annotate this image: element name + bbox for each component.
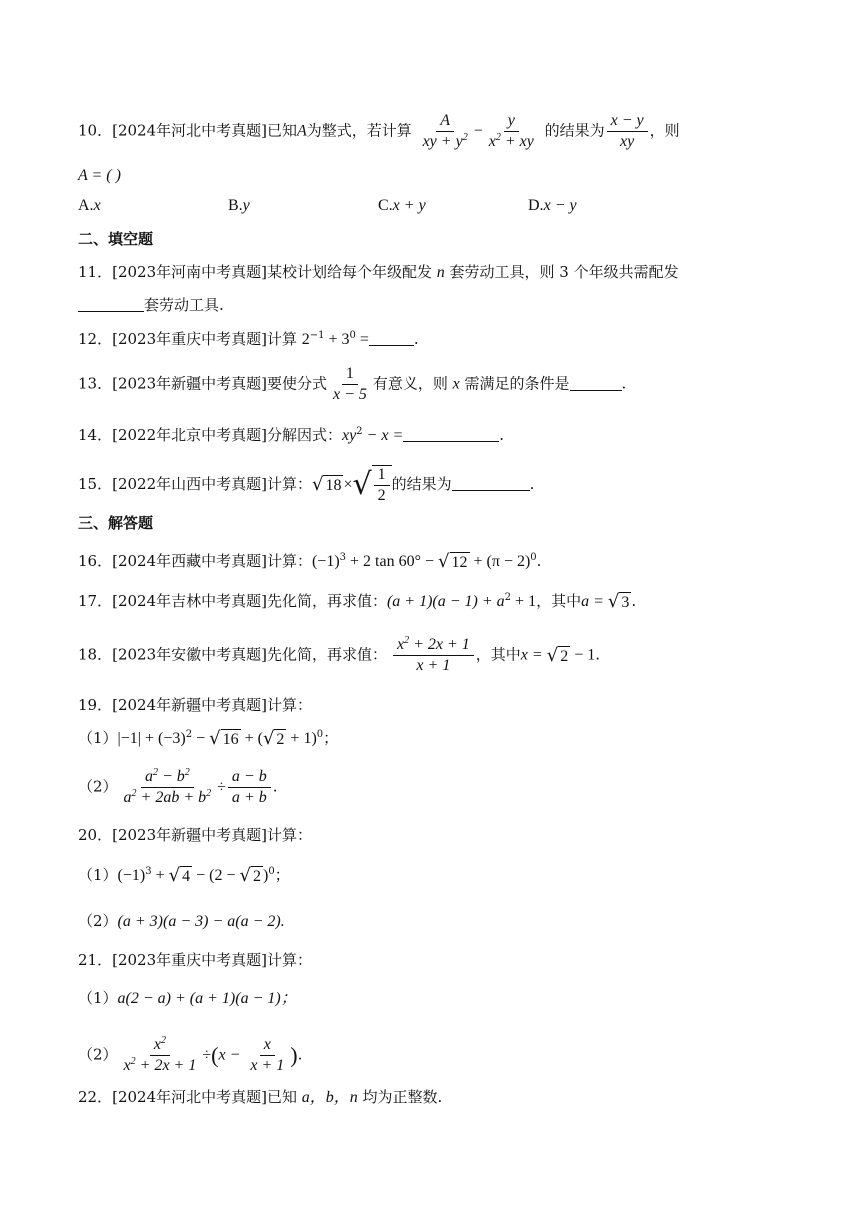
question-20-part2: （2）(a + 3)(a − 3) − a(a − 2). bbox=[78, 912, 285, 930]
question-20: 20．[2023年新疆中考真题]计算： bbox=[78, 826, 312, 844]
question-13: 13．[2023年新疆中考真题]要使分式 $\frac{1}{x - 5}$ 有意义，则 x 需满足的条件是 . bbox=[78, 365, 627, 403]
fraction: $\frac{x}{x + 1}$ bbox=[250, 1036, 285, 1074]
question-21-part2: （2） $\frac{x^2}{x^2 + 2x + 1}$ ÷(x − $\frac{x}{x + 1}$ ). bbox=[78, 1035, 303, 1074]
question-16: 16．[2024年西藏中考真题]计算：$(-1)^3 + 2$ tan 60° − √ 12 + $(\pi - 2)^0$. bbox=[78, 551, 542, 572]
sqrt: √ 18 bbox=[311, 474, 342, 495]
sqrt: √ 3 bbox=[607, 591, 630, 612]
sqrt: √ 2 bbox=[239, 865, 261, 886]
option-c: C.x + y bbox=[378, 197, 426, 214]
fraction: $\frac{1}{x - 5}$ bbox=[332, 365, 367, 403]
sqrt: √ 16 bbox=[209, 728, 239, 749]
sqrt: √ $\frac{1}{2}$ bbox=[352, 465, 391, 505]
question-14: 14．[2022年北京中考真题]分解因式：$xy^2 - x$ = . bbox=[78, 426, 505, 444]
answer-blank bbox=[403, 426, 499, 442]
answer-blank bbox=[570, 375, 622, 391]
question-11-line2: 套劳动工具. bbox=[78, 294, 224, 316]
question-17: 17．[2024年吉林中考真题]先化简，再求值：$(a + 1)(a - 1) + a^2 + 1$，其中a = √ 3 . bbox=[78, 591, 637, 612]
question-12: 12．[2023年重庆中考真题]计算 $2^{-1} + 3^0$ = . bbox=[78, 330, 419, 348]
question-20-part1: $(1)(-1)^3$ + √ 4 − (2 − √ 2 )$^0$； bbox=[78, 865, 290, 886]
question-21: 21．[2023年重庆中考真题]计算： bbox=[78, 951, 312, 969]
answer-blank bbox=[369, 330, 414, 346]
answer-blank bbox=[78, 296, 144, 312]
sqrt: √ 2 bbox=[262, 728, 285, 749]
question-10: 10．[2024年河北中考真题]已知A为整式，若计算 $\frac{A}{xy + y^2}$ − $\frac{y}{x^2 + xy}$ 的结果为 $\frac{x - y}{xy}$ ，则 bbox=[78, 112, 680, 150]
section-fill-in: 二、填空题 bbox=[78, 230, 154, 248]
section-solve: 三、解答题 bbox=[78, 514, 154, 532]
fraction: $\frac{a^2 - b^2}{a^2 + 2ab + b^2}$ bbox=[123, 767, 212, 806]
question-22: 22．[2024年河北中考真题]已知 a，b，n 均为正整数. bbox=[78, 1088, 443, 1106]
question-19-part1: $(1)|-1| + (-3)^2$ − √ 16 + ( √ 2 + 1)$^0$； bbox=[78, 728, 339, 749]
question-18: 18．[2023年安徽中考真题]先化简，再求值： $\frac{x^2 + 2x + 1}{x + 1}$ ，其中x = √ 2 − 1. bbox=[78, 635, 600, 674]
option-a: A.x bbox=[78, 197, 101, 214]
sqrt: √ 2 bbox=[546, 644, 569, 666]
question-15: 15．[2022年山西中考真题]计算： √ 18 × √ $\frac{1}{2}$ 的结果为 . bbox=[78, 466, 535, 504]
option-b: B.y bbox=[228, 197, 250, 214]
question-19-part2: （2） $\frac{a^2 - b^2}{a^2 + 2ab + b^2}$ ÷ $\frac{a - b}{a + b}$ . bbox=[78, 767, 278, 806]
question-11: 11．[2023年河南中考真题]某校计划给每个年级配发 n 套劳动工具，则 3 个年级共需配发 bbox=[78, 263, 679, 281]
question-19: 19．[2024年新疆中考真题]计算： bbox=[78, 696, 312, 714]
fraction: $\frac{A}{xy + y^2}$ bbox=[422, 112, 468, 150]
q10-answer: A = ( ) bbox=[78, 167, 121, 184]
fraction: $\frac{x^2}{x^2 + 2x + 1}$ bbox=[123, 1035, 197, 1074]
sqrt: √ 12 bbox=[438, 551, 468, 572]
question-21-part1: （1）a(2 − a) + (a + 1)(a − 1)； bbox=[78, 989, 297, 1007]
fraction: $\frac{y}{x^2 + xy}$ bbox=[488, 112, 534, 150]
fraction: $\frac{a - b}{a + b}$ bbox=[228, 768, 271, 807]
fraction: $\frac{x^2 + 2x + 1}{x + 1}$ bbox=[393, 636, 474, 675]
option-d: D.x − y bbox=[528, 197, 577, 214]
sqrt: √ 4 bbox=[168, 865, 191, 886]
fraction: $\frac{1}{2}$ bbox=[374, 466, 390, 505]
fraction: $\frac{x - y}{xy}$ bbox=[607, 112, 648, 151]
answer-blank bbox=[452, 475, 530, 491]
